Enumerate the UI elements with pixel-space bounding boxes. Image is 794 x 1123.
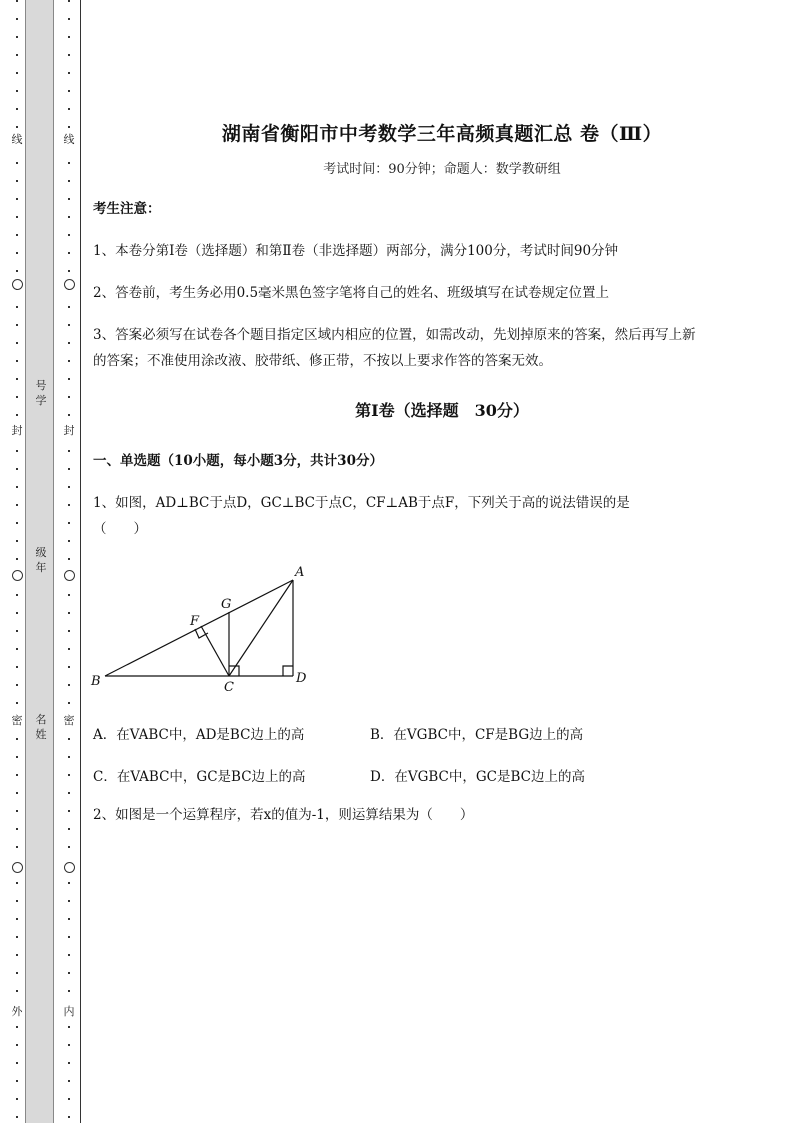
question-1-stem: 1、如图，AD⊥BC于点D，GC⊥BC于点C，CF⊥AB于点F，下列关于高的说法错误的是: [93, 495, 630, 511]
label-D: D: [296, 671, 307, 686]
exam-title: 湖南省衡阳市中考数学三年高频真题汇总 卷（Ⅲ）: [221, 123, 663, 145]
option-A: A．在VABC中，AD是BC边上的高: [93, 727, 305, 743]
segment-CA: [229, 580, 293, 676]
notice-item-3-line-1: 3、答案必须写在试卷各个题目指定区域内相应的位置，如需改动，先划掉原来的答案，然后再写上新: [93, 327, 696, 343]
inner-circle-mark: [64, 570, 75, 581]
outer-seal-mark: 封: [11, 424, 23, 437]
outer-circle-mark: [12, 862, 23, 873]
triangle-figure: [85, 560, 315, 695]
class-label: 级年: [35, 546, 47, 574]
question-1-blank: （ ）: [93, 521, 147, 537]
inner-dotted-line: [62, 0, 76, 1123]
option-D: D．在VGBC中，GC是BC边上的高: [370, 769, 585, 785]
part-heading: 一、单选题（10小题，每小题3分，共计30分）: [93, 453, 383, 469]
right-angle-F: [195, 629, 208, 638]
label-G: G: [221, 597, 232, 612]
label-C: C: [224, 680, 234, 695]
exam-subtitle: 考试时间：90分钟；命题人：数学教研组: [323, 162, 561, 177]
option-C: C．在VABC中，GC是BC边上的高: [93, 769, 306, 785]
label-B: B: [91, 674, 101, 689]
outer-dotted-line: [10, 0, 24, 1123]
name-label: 名姓: [35, 713, 47, 741]
label-F: F: [190, 614, 200, 629]
right-angle-D: [283, 666, 293, 676]
inner-inside-mark: 内: [63, 1005, 75, 1018]
inner-circle-mark: [64, 862, 75, 873]
inner-circle-mark: [64, 279, 75, 290]
outer-outside-mark: 外: [11, 1005, 23, 1018]
label-A: A: [295, 565, 305, 580]
outer-circle-mark: [12, 570, 23, 581]
notice-heading: 考生注意：: [93, 201, 161, 217]
notice-item-3-line-2: 的答案；不准使用涂改液、胶带纸、修正带，不按以上要求作答的答案无效。: [93, 353, 552, 369]
student-number-label: 号学: [35, 379, 47, 407]
inner-line-mark: 线: [63, 133, 75, 146]
notice-item-2: 2、答卷前，考生务必用0.5毫米黑色签字笔将自己的姓名、班级填写在试卷规定位置上: [93, 285, 610, 301]
inner-dot-column: [62, 0, 76, 1123]
binding-edge-line: [80, 0, 81, 1123]
segment-CF: [201, 626, 229, 676]
section-title: 第Ⅰ卷（选择题 30分）: [355, 401, 529, 420]
inner-secret-mark: 密: [63, 714, 75, 727]
option-B: B．在VGBC中，CF是BG边上的高: [370, 727, 584, 743]
outer-circle-mark: [12, 279, 23, 290]
question-2-stem: 2、如图是一个运算程序，若x的值为-1，则运算结果为（ ）: [93, 807, 474, 823]
outer-line-mark: 线: [11, 133, 23, 146]
inner-seal-mark: 封: [63, 424, 75, 437]
outer-secret-mark: 密: [11, 714, 23, 727]
notice-item-1: 1、本卷分第Ⅰ卷（选择题）和第Ⅱ卷（非选择题）两部分，满分100分，考试时间90分钟: [93, 243, 619, 259]
outer-dot-column: [10, 0, 24, 1123]
